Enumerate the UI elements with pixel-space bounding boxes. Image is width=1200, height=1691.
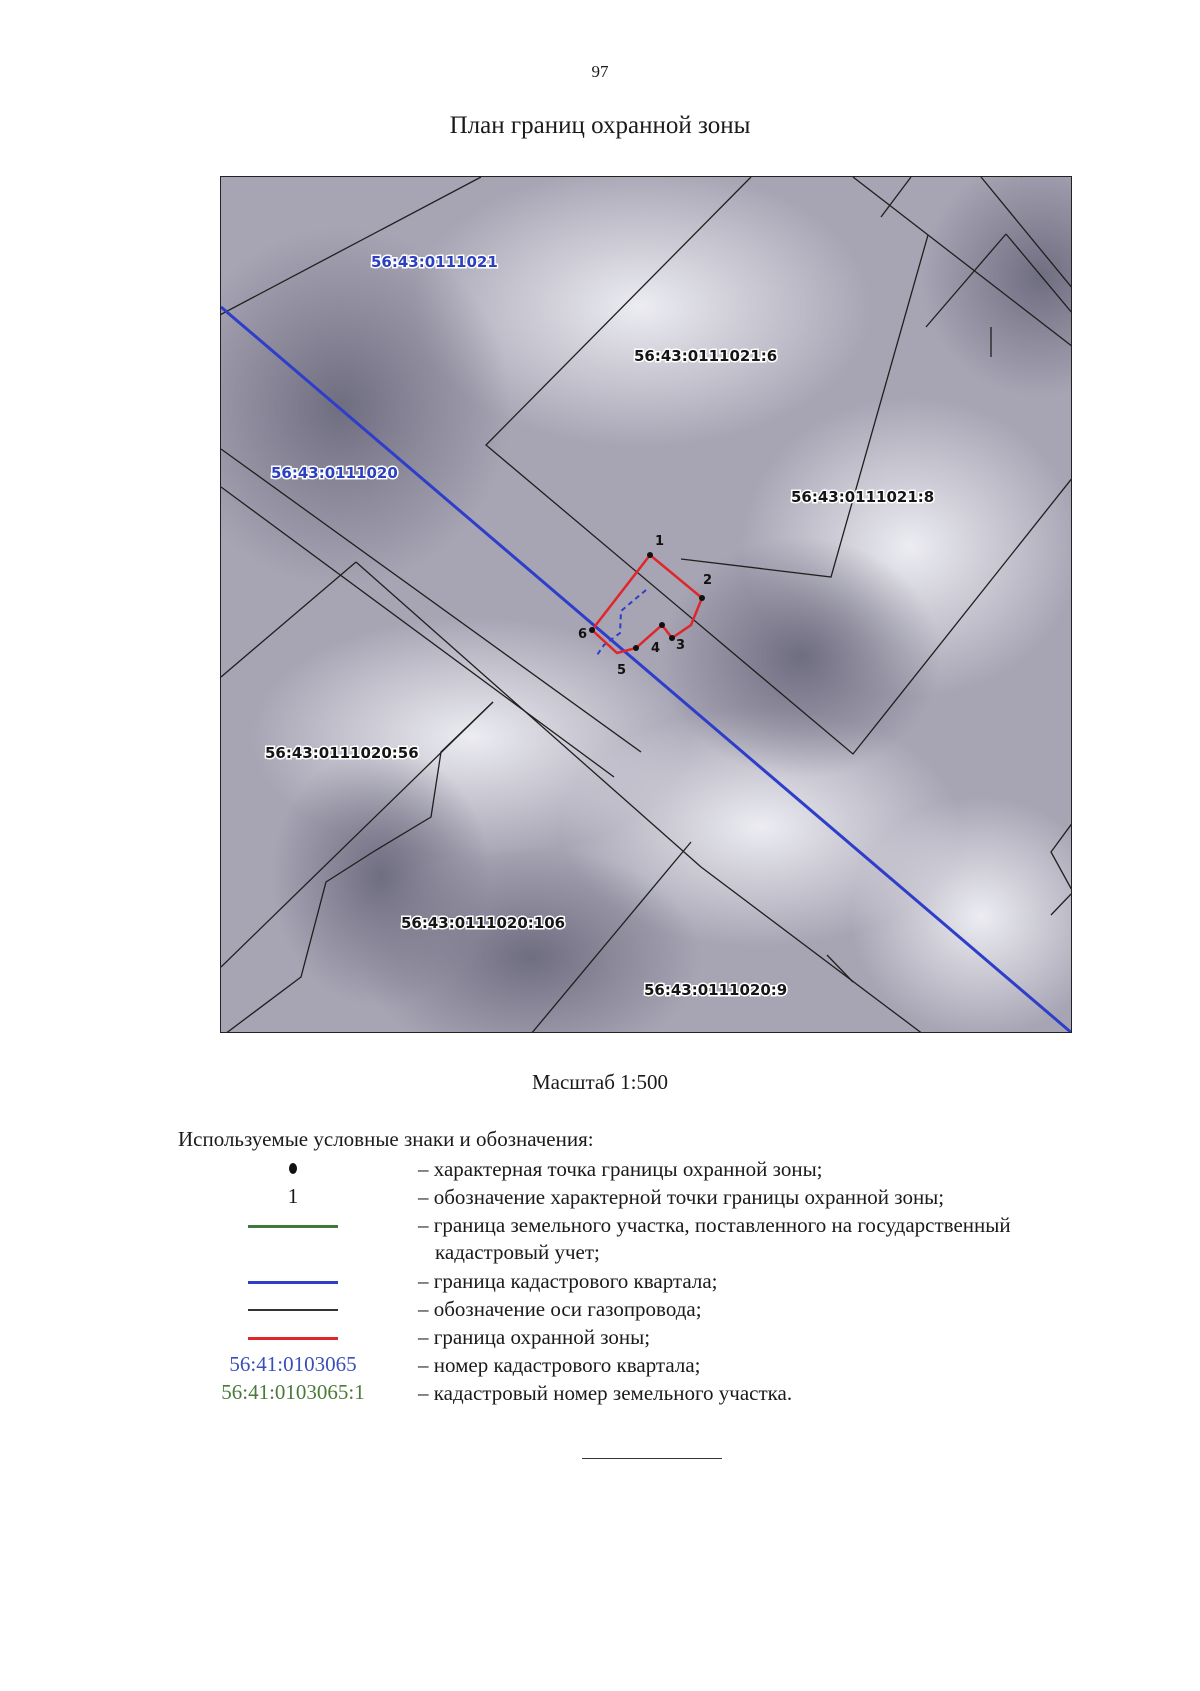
legend-item-gas-axis (178, 1296, 1128, 1326)
cadastral-map (221, 177, 1072, 1033)
legend-symbol-text: 1 (287, 1184, 299, 1208)
quarter-label-0111020: 56:43:0111020 (271, 464, 398, 482)
legend-description: – граница кадастрового квартала; (418, 1269, 718, 1293)
legend-item-parcel-number (178, 1380, 1128, 1410)
green-line-icon (248, 1225, 338, 1228)
legend-description: – обозначение оси газопровода; (418, 1297, 702, 1321)
legend-description-line2: кадастровый учет; (435, 1240, 600, 1264)
legend-description: – кадастровый номер земельного участка. (418, 1381, 793, 1405)
legend-item-parcel-boundary (178, 1212, 1128, 1268)
legend-title: Используемые условные знаки и обозначения: (178, 1127, 594, 1151)
black-line-icon (248, 1309, 338, 1311)
legend-item-quarter-boundary (178, 1268, 1128, 1298)
point-label-1: 1 (655, 534, 665, 549)
point-label-5: 5 (617, 663, 627, 678)
point-label-4: 4 (651, 641, 661, 656)
legend-item-protection-zone (178, 1324, 1128, 1354)
map-title: План границ охранной зоны (449, 112, 751, 139)
legend-description: – характерная точка границы охранной зоны; (418, 1157, 823, 1181)
map-scale: Масштаб 1:500 (531, 1070, 668, 1094)
quarter-label-0111021: 56:43:0111021 (371, 253, 498, 271)
parcel-label-0111020-56: 56:43:0111020:56 (265, 744, 419, 762)
legend-description: – граница охранной зоны; (418, 1325, 651, 1349)
legend-item-point-label (178, 1184, 1128, 1214)
page-number: 97 (591, 62, 609, 81)
point-marker-icon (289, 1163, 297, 1174)
blue-line-icon (248, 1281, 338, 1284)
legend-item-quarter-number (178, 1352, 1128, 1382)
point-label-3: 3 (676, 638, 686, 653)
legend-description: – номер кадастрового квартала; (418, 1353, 701, 1377)
legend-description (418, 1212, 1200, 1266)
legend-symbol-text: 56:41:0103065 (229, 1352, 357, 1376)
parcel-label-0111021-6: 56:43:0111021:6 (634, 347, 778, 365)
legend-item-point (178, 1156, 1128, 1186)
legend-symbol-text: 56:41:0103065:1 (221, 1380, 365, 1404)
legend-description-line1: – граница земельного участка, поставленного на государственный (418, 1213, 1011, 1237)
parcel-label-0111020-9: 56:43:0111020:9 (644, 981, 788, 999)
end-rule (582, 1458, 722, 1459)
point-label-2: 2 (703, 573, 713, 588)
point-label-6: 6 (578, 627, 588, 642)
map-frame (220, 176, 1072, 1033)
red-line-icon (248, 1337, 338, 1340)
parcel-label-0111020-106: 56:43:0111020:106 (401, 914, 566, 932)
legend-description: – обозначение характерной точки границы охранной зоны; (418, 1185, 945, 1209)
parcel-label-0111021-8: 56:43:0111021:8 (791, 488, 935, 506)
